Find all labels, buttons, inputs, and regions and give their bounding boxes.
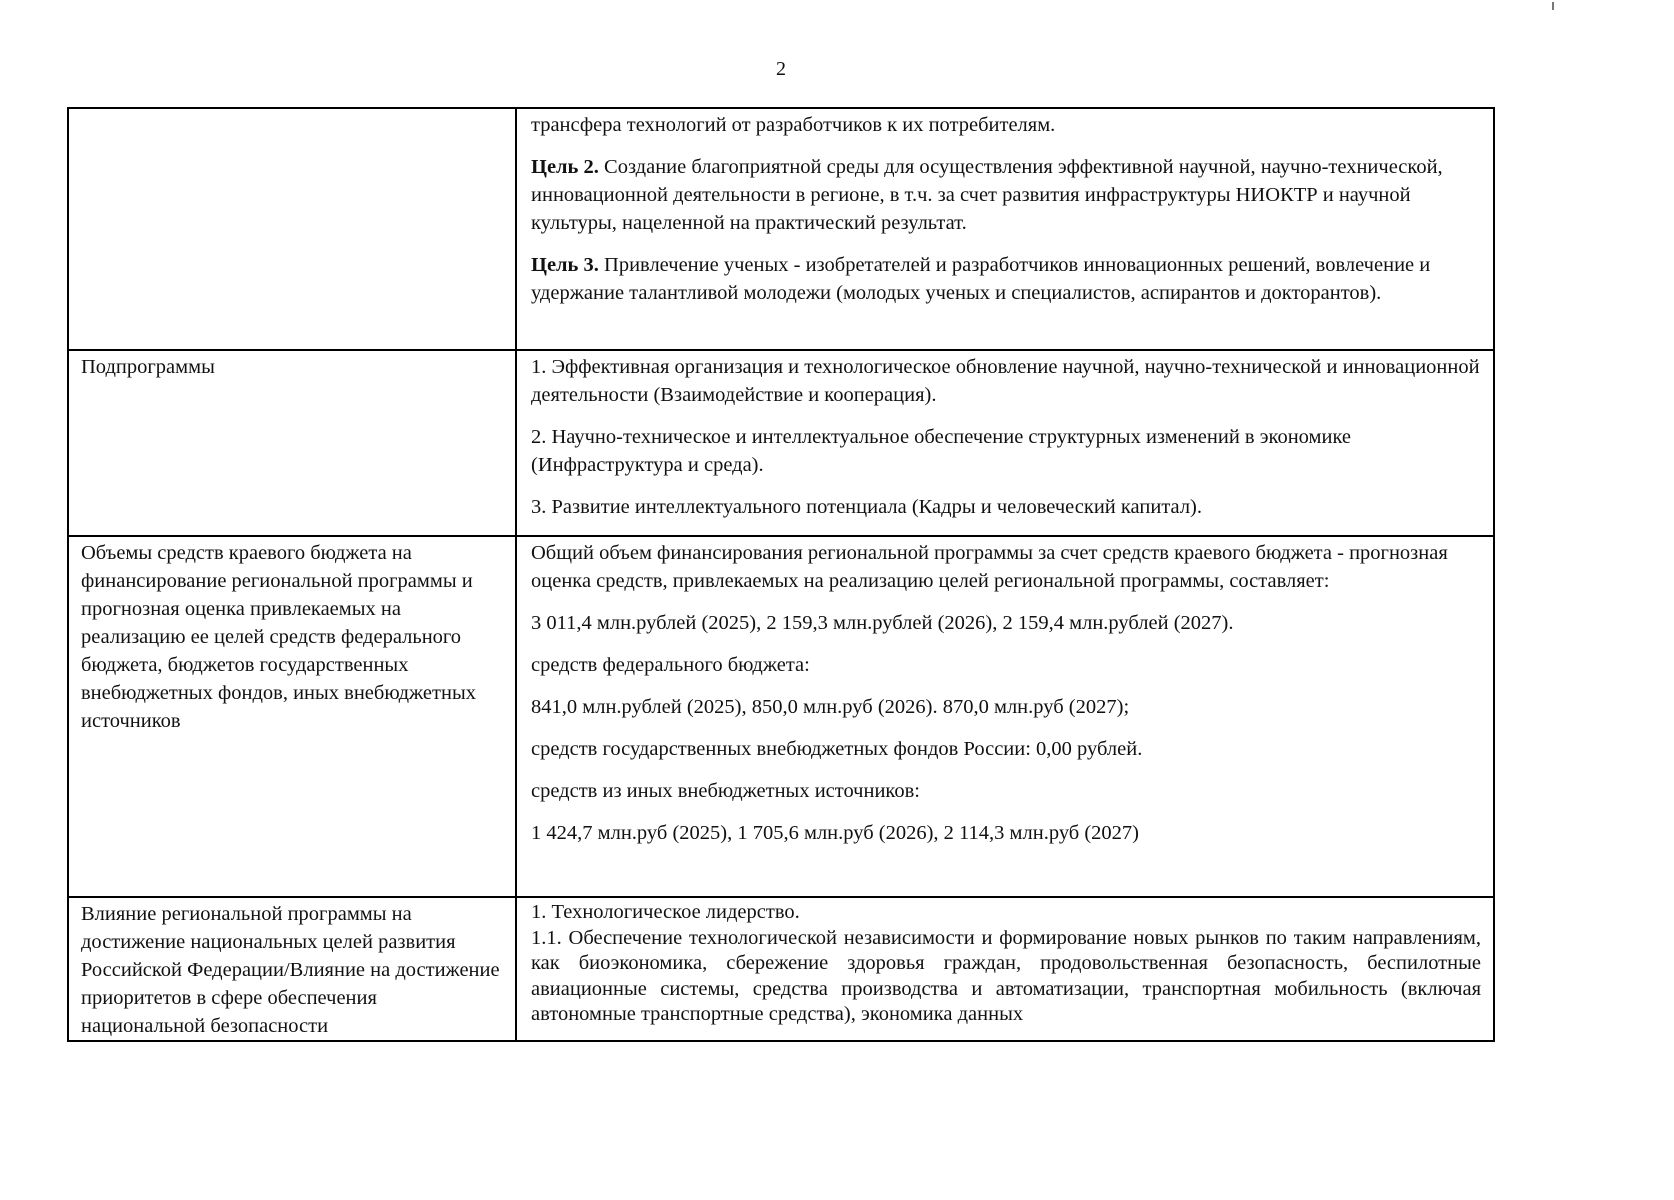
goal-paragraph <box>531 153 1481 237</box>
funding-content-cell <box>516 536 1494 897</box>
scan-speck <box>1552 2 1554 10</box>
goals-content-cell <box>516 108 1494 350</box>
funding-paragraph: 841,0 млн.рублей (2025), 850,0 млн.руб (2026). 870,0 млн.руб (2027); <box>531 696 1130 718</box>
funding-paragraph: 1 424,7 млн.руб (2025), 1 705,6 млн.руб (2026), 2 114,3 млн.руб (2027) <box>531 822 1140 844</box>
national-goal-item: 1.1. Обеспечение технологической независимости и формирование новых рынков по таким направлениям, как биоэкономика, сбережение здоровья граждан, продовольственная безопасность, беспилотные авиационные системы, средства производства и автоматизации, транспортная мобильность (включая автономные транспортные средства), экономика данных <box>531 926 1481 1025</box>
funding-paragraph: средств из иных внебюджетных источников: <box>531 780 920 802</box>
subprogram-item: 2. Научно-техническое и интеллектуальное обеспечение структурных изменений в экономике (Инфраструктура и среда). <box>531 426 1352 476</box>
goal-heading: Цель 2. <box>531 156 599 178</box>
row-subprograms <box>68 350 1494 536</box>
national-goal-item: 1. Технологическое лидерство. <box>531 901 800 923</box>
row-goals <box>68 108 1494 350</box>
subprograms-content-cell <box>516 350 1494 536</box>
funding-label: Объемы средств краевого бюджета на финансирование региональной программы и прогнозная оценка привлекаемых на реализацию ее целей средств федерального бюджета, бюджетов государственных внебюджетных фондов, иных внебюджетных источников <box>81 542 476 732</box>
funding-paragraph: средств федерального бюджета: <box>531 654 810 676</box>
goal-text: трансфера технологий от разработчиков к их потребителям. <box>531 114 1056 136</box>
funding-label-cell <box>68 536 516 897</box>
passport-table <box>67 107 1495 1042</box>
goal-paragraph <box>531 251 1481 307</box>
subprogram-item: 1. Эффективная организация и технологическое обновление научной, научно-технической и инновационной деятельности (Взаимодействие и кооперация). <box>531 356 1480 406</box>
row-funding <box>68 536 1494 897</box>
funding-paragraph: 3 011,4 млн.рублей (2025), 2 159,3 млн.рублей (2026), 2 159,4 млн.рублей (2027). <box>531 612 1234 634</box>
subprogram-item: 3. Развитие интеллектуального потенциала (Кадры и человеческий капитал). <box>531 496 1202 518</box>
goals-label-cell <box>68 108 516 350</box>
goal-paragraph <box>531 111 1481 139</box>
national-goals-label-cell <box>68 897 516 1041</box>
national-goals-label: Влияние региональной программы на достижение национальных целей развития Российской Федерации/Влияние на достижение приоритетов в сфере обеспечения национальной безопасности <box>81 903 500 1037</box>
goal-text: Привлечение ученых - изобретателей и разработчиков инновационных решений, вовлечение и удержание талантливой молодежи (молодых ученых и специалистов, аспирантов и докторантов). <box>531 254 1431 304</box>
subprograms-label-cell <box>68 350 516 536</box>
goal-heading: Цель 3. <box>531 254 599 276</box>
national-goals-content-cell <box>516 897 1494 1041</box>
funding-paragraph: Общий объем финансирования региональной программы за счет средств краевого бюджета - прогнозная оценка средств, привлекаемых на реализацию целей региональной программы, составляет: <box>531 542 1448 592</box>
goal-text: Создание благоприятной среды для осуществления эффективной научной, научно-технической, инновационной деятельности в регионе, в т.ч. за счет развития инфраструктуры НИОКТР и научной культуры, нацеленной на практический результат. <box>531 156 1443 234</box>
funding-paragraph: средств государственных внебюджетных фондов России: 0,00 рублей. <box>531 738 1143 760</box>
page-number: 2 <box>776 58 786 80</box>
row-national-goals <box>68 897 1494 1041</box>
subprograms-label: Подпрограммы <box>81 356 215 378</box>
